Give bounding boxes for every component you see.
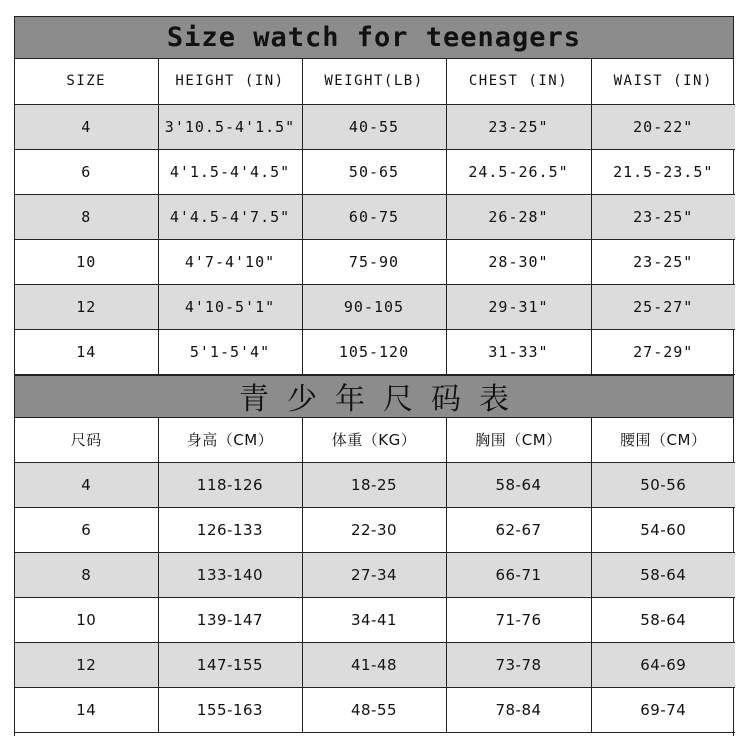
- table-cell: 31-33": [446, 329, 591, 374]
- size-chart: [14, 16, 734, 736]
- table-cell: 28-30": [446, 239, 591, 284]
- table-cell: 22-30: [302, 508, 446, 553]
- table-cell: 58-64: [591, 553, 735, 598]
- table-cell: 10: [15, 239, 158, 284]
- table-cell: 66-71: [446, 553, 591, 598]
- table-cell: 54-60: [591, 508, 735, 553]
- table-cell: 12: [15, 643, 158, 688]
- table-cell: 147-155: [158, 643, 302, 688]
- table-cell: 78-84: [446, 688, 591, 733]
- table-cell: 8: [15, 194, 158, 239]
- table-cell: 50-56: [591, 463, 735, 508]
- table-row: [15, 643, 735, 688]
- table-cell: 62-67: [446, 508, 591, 553]
- table-row: [15, 508, 735, 553]
- table-cell: 64-69: [591, 643, 735, 688]
- table-cell: 41-48: [302, 643, 446, 688]
- table-cell: 6: [15, 149, 158, 194]
- table-cell: 69-74: [591, 688, 735, 733]
- table-cell: 29-31": [446, 284, 591, 329]
- table-cell: 155-163: [158, 688, 302, 733]
- table-cell: 60-75: [302, 194, 446, 239]
- table-cell: 126-133: [158, 508, 302, 553]
- header-cell: SIZE: [15, 59, 158, 104]
- header-cell: CHEST (IN): [446, 59, 591, 104]
- table-cell: 73-78: [446, 643, 591, 688]
- table-cell: 58-64: [446, 463, 591, 508]
- header-cell: HEIGHT (IN): [158, 59, 302, 104]
- table-row: [15, 149, 735, 194]
- header-cell: 胸围（CM）: [446, 418, 591, 463]
- table-cell: 139-147: [158, 598, 302, 643]
- table-cell: 25-27": [591, 284, 735, 329]
- table-cell: 4'1.5-4'4.5": [158, 149, 302, 194]
- table-cell: 3'10.5-4'1.5": [158, 104, 302, 149]
- table-row: [15, 463, 735, 508]
- table-cell: 27-29": [591, 329, 735, 374]
- table-cell: 23-25": [591, 194, 735, 239]
- chinese-size-chart-title: 青少年尺码表: [239, 382, 527, 417]
- header-cell: 尺码: [15, 418, 158, 463]
- header-cell: 身高（CM）: [158, 418, 302, 463]
- header-cell: WAIST (IN): [591, 59, 735, 104]
- table-cell: 14: [15, 688, 158, 733]
- table-header-row: [15, 418, 735, 463]
- table-cell: 71-76: [446, 598, 591, 643]
- table-row: [15, 553, 735, 598]
- english-size-chart-title: Size watch for teenagers: [166, 22, 582, 53]
- english-size-table: [15, 59, 735, 375]
- table-header-row: [15, 59, 735, 104]
- table-cell: 24.5-26.5": [446, 149, 591, 194]
- header-cell: 腰围（CM）: [591, 418, 735, 463]
- table-row: [15, 284, 735, 329]
- table-cell: 4'10-5'1": [158, 284, 302, 329]
- table-cell: 50-65: [302, 149, 446, 194]
- table-cell: 4'4.5-4'7.5": [158, 194, 302, 239]
- table-cell: 6: [15, 508, 158, 553]
- table-row: [15, 194, 735, 239]
- table-row: [15, 688, 735, 733]
- table-cell: 12: [15, 284, 158, 329]
- table-row: [15, 239, 735, 284]
- chinese-size-chart-title-bar: [15, 375, 733, 418]
- table-cell: 27-34: [302, 553, 446, 598]
- table-cell: 40-55: [302, 104, 446, 149]
- table-cell: 58-64: [591, 598, 735, 643]
- table-row: [15, 329, 735, 374]
- table-cell: 10: [15, 598, 158, 643]
- table-cell: 4: [15, 463, 158, 508]
- table-cell: 23-25": [591, 239, 735, 284]
- table-cell: 5'1-5'4": [158, 329, 302, 374]
- table-cell: 23-25": [446, 104, 591, 149]
- table-cell: 90-105: [302, 284, 446, 329]
- header-cell: WEIGHT(LB): [302, 59, 446, 104]
- table-cell: 75-90: [302, 239, 446, 284]
- english-size-chart-title-bar: [15, 16, 733, 59]
- table-cell: 20-22": [591, 104, 735, 149]
- table-cell: 118-126: [158, 463, 302, 508]
- table-cell: 133-140: [158, 553, 302, 598]
- table-row: [15, 104, 735, 149]
- table-row: [15, 598, 735, 643]
- table-cell: 105-120: [302, 329, 446, 374]
- table-cell: 34-41: [302, 598, 446, 643]
- table-cell: 14: [15, 329, 158, 374]
- chinese-size-table: [15, 418, 735, 734]
- table-cell: 18-25: [302, 463, 446, 508]
- table-cell: 48-55: [302, 688, 446, 733]
- table-cell: 21.5-23.5": [591, 149, 735, 194]
- table-cell: 4'7-4'10": [158, 239, 302, 284]
- table-cell: 8: [15, 553, 158, 598]
- table-cell: 4: [15, 104, 158, 149]
- table-cell: 26-28": [446, 194, 591, 239]
- header-cell: 体重（KG）: [302, 418, 446, 463]
